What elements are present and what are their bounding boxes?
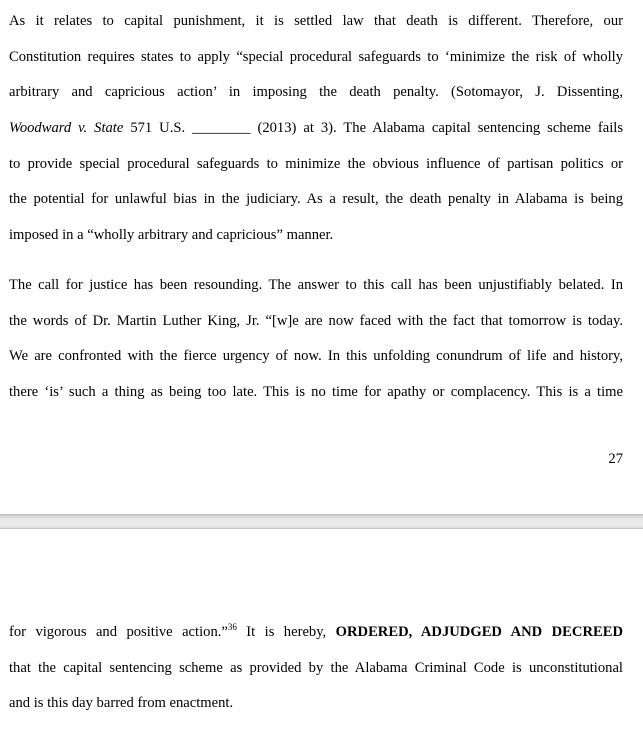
paragraph-1-line-2: Constitution requires states to apply “special procedural safeguards to ‘minimize the risk of wholly [9, 49, 623, 65]
paragraph-2-line-3: We are confronted with the fierce urgency of now. In this unfolding conundrum of life and history, [9, 348, 623, 364]
paragraph-2-line-1: The call for justice has been resounding. The answer to this call has been unjustifiably belated. In [9, 277, 623, 293]
paragraph-2-line-2: the words of Dr. Martin Luther King, Jr. “[w]e are now faced with the fact that tomorrow is today. [9, 313, 623, 329]
paragraph-1-line-1: As it relates to capital punishment, it is settled law that death is different. Therefore, our [9, 13, 623, 29]
footnote-marker: 36 [227, 622, 237, 633]
conclusion-line-2: that the capital sentencing scheme as provided by the Alabama Criminal Code is unconstitutional [9, 660, 623, 676]
citation-blank: ________ [192, 120, 251, 136]
page-number: 27 [608, 451, 623, 467]
page-break-separator [0, 514, 643, 529]
case-citation: 571 U.S. [123, 120, 186, 136]
conclusion-line-3: and is this day barred from enactment. [9, 695, 234, 711]
paragraph-1-line-5: to provide special procedural safeguards to minimize the obvious influence of partisan politics or [9, 156, 623, 172]
case-citation-rest: (2013) at 3). The Alabama capital sentencing scheme fails [250, 120, 623, 136]
paragraph-1-line-7: imposed in a “wholly arbitrary and capricious” manner. [9, 227, 334, 243]
paragraph-1-line-4 [9, 119, 623, 137]
paragraph-2-line-4: there ‘is’ such a thing as being too late. This is no time for apathy or complacency. This is a time [9, 384, 623, 400]
order-decree: ORDERED, ADJUDGED AND DECREED [335, 624, 623, 640]
document-page-28 [0, 529, 643, 730]
conclusion-line-1 [9, 623, 623, 641]
order-intro: It is hereby, [236, 624, 336, 640]
case-name: Woodward v. State [9, 120, 124, 136]
paragraph-1-line-3: arbitrary and capricious action’ in imposing the death penalty. (Sotomayor, J. Dissenting, [9, 84, 623, 100]
paragraph-1-line-6: the potential for unlawful bias in the judiciary. As a result, the death penalty in Alabama is being [9, 191, 623, 207]
quote-end: for vigorous and positive action.” [9, 624, 228, 640]
